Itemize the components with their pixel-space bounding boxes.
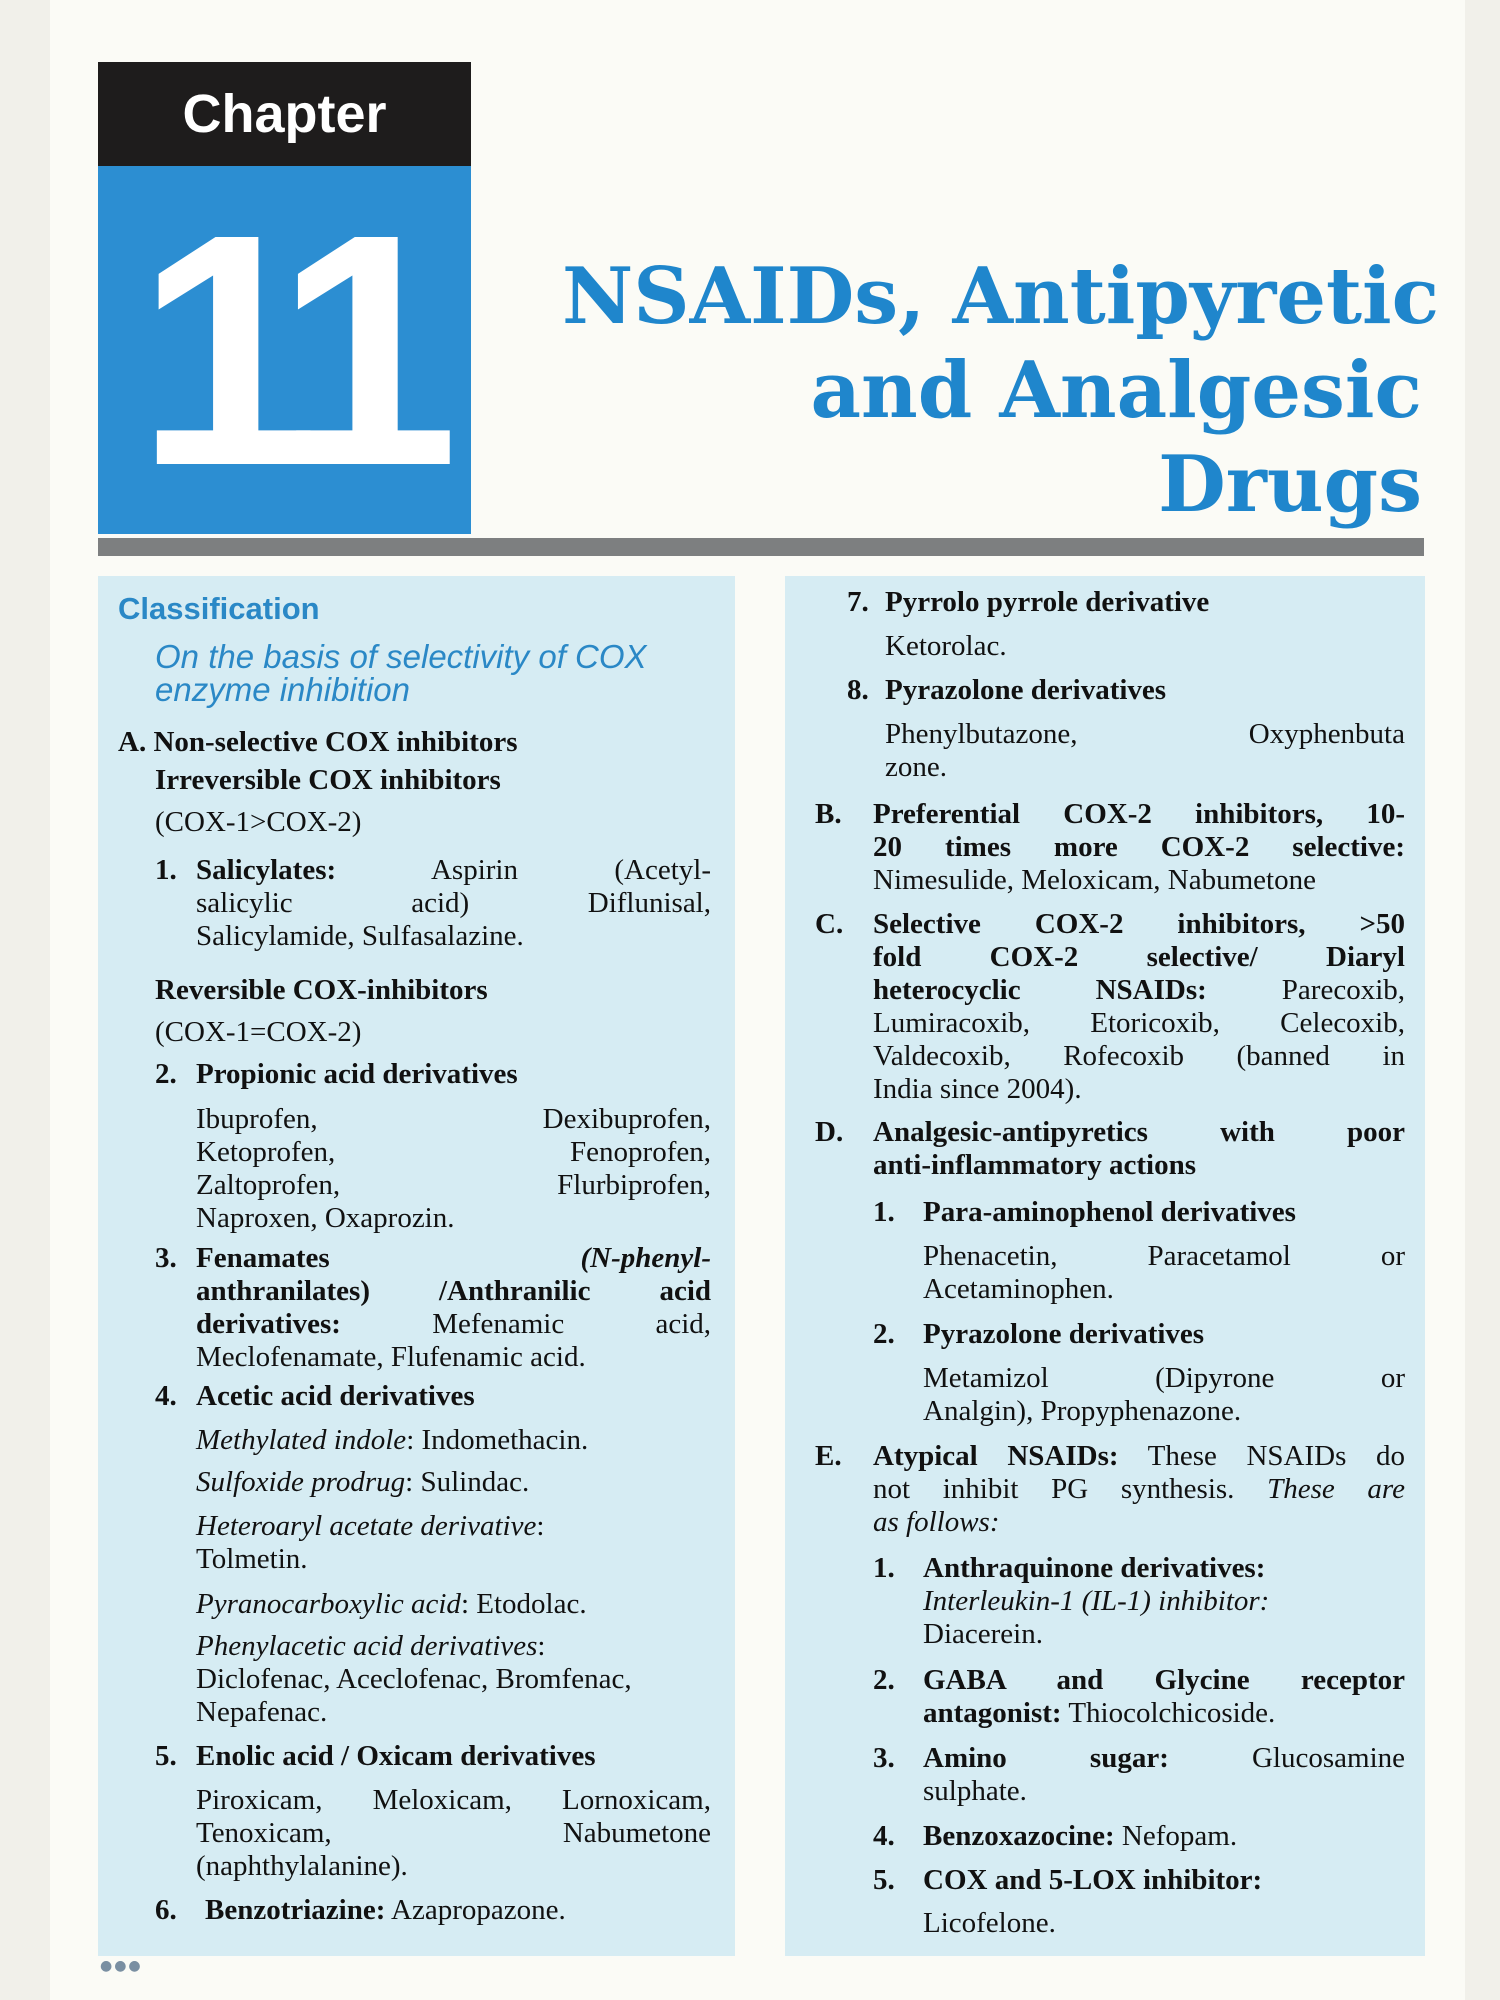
group-title: Atypical NSAIDs: [873, 1440, 1119, 1472]
group-title: fold COX-2 selective/ Diaryl [873, 941, 1405, 973]
item-text: Analgin), Propyphenazone. [923, 1395, 1242, 1427]
list-item-anthraquinone [923, 1552, 1405, 1651]
item-text: Licofelone. [923, 1907, 1056, 1939]
list-item-gaba [923, 1664, 1405, 1730]
item-text: Thiocolchicoside. [1068, 1697, 1276, 1729]
item-title: Benzoxazocine: [923, 1820, 1115, 1852]
item-text: Salicylamide, Sulfasalazine. [196, 920, 524, 952]
item-text: zone. [885, 751, 947, 783]
item-title: Anthraquinone derivatives: [923, 1552, 1266, 1584]
item-subtitle: Interleukin-1 (IL-1) inhibitor: [923, 1585, 1270, 1617]
group-a-heading [118, 726, 518, 759]
sub-item [196, 1466, 529, 1499]
item-text: Nefopam. [1121, 1820, 1238, 1852]
sub-item-text: : [537, 1630, 546, 1662]
sub-item [196, 1424, 588, 1457]
item-number: 7. [847, 586, 869, 618]
item-text: Glucosamine [1251, 1742, 1405, 1774]
group-title: anti-inflammatory actions [873, 1149, 1196, 1181]
item-title: Pyrazolone derivatives [885, 674, 1167, 706]
reversible-heading [155, 974, 488, 1007]
group-label: A. [118, 726, 147, 758]
item-title: Propionic acid derivatives [196, 1058, 518, 1090]
group-title: heterocyclic NSAIDs: [873, 974, 1207, 1006]
title-divider [98, 538, 1424, 556]
item-text: Piroxicam, Meloxicam, Lornoxicam, [196, 1784, 711, 1816]
group-title: 20 times more COX-2 selective: [873, 831, 1405, 863]
group-label: E. [815, 1440, 842, 1472]
group-label: D. [815, 1116, 844, 1148]
list-item-oxicam [196, 1740, 711, 1773]
sub-item-text: : [536, 1510, 545, 1542]
sub-item-label: Methylated indole [196, 1424, 407, 1456]
list-item-acetic [196, 1380, 711, 1413]
sub-item-text: Tolmetin. [196, 1543, 308, 1575]
right-column [785, 576, 1425, 1956]
item-text: salicylic acid) Diflunisal, [196, 887, 711, 919]
sub-item [196, 1588, 587, 1621]
list-item-propionic [196, 1058, 711, 1091]
subheading-line: enzyme inhibition [155, 671, 410, 708]
list-item-benzotriazine [205, 1894, 566, 1927]
sub-item-text: : Indomethacin. [406, 1424, 589, 1456]
sub-item-text: Diclofenac, Aceclofenac, Bromfenac, [196, 1663, 632, 1695]
subheading [155, 640, 725, 706]
sub-item-label: Heteroaryl acetate derivative [196, 1510, 537, 1542]
chapter-title-line: and Analgesic [810, 345, 1422, 436]
subheading-line: On the basis of selectivity of COX [155, 638, 647, 675]
list-item-para-aminophenol-drugs [923, 1240, 1405, 1306]
item-text: Tenoxicam, Nabumetone [196, 1817, 711, 1849]
group-text: as follows: [873, 1506, 1000, 1538]
footer-mark: ●●● [100, 1958, 143, 1974]
list-item-pyrazolone-drugs [885, 718, 1405, 784]
item-number: 8. [847, 674, 869, 706]
chapter-title [562, 250, 1440, 532]
item-text: Zaltoprofen, Flurbiprofen, [196, 1169, 711, 1201]
sub-item-label: Phenylacetic acid derivatives [196, 1630, 538, 1662]
item-title: Fenamates [196, 1242, 330, 1274]
chapter-title-line: Drugs [1158, 439, 1422, 530]
list-item-para-aminophenol [923, 1196, 1405, 1229]
item-text: Aspirin (Acetyl- [430, 854, 711, 886]
item-number: 3. [155, 1242, 177, 1274]
group-d [873, 1116, 1405, 1182]
list-item-propionic-drugs [196, 1103, 711, 1235]
irreversible-label: Irreversible COX inhibitors [155, 764, 501, 796]
left-column [98, 576, 735, 1956]
item-number: 2. [873, 1318, 895, 1350]
irreversible-ratio: (COX-1>COX-2) [155, 806, 362, 838]
item-title: Salicylates: [196, 854, 337, 886]
item-number: 1. [873, 1552, 895, 1584]
item-title: Amino sugar: [923, 1742, 1169, 1774]
group-text: Nimesulide, Meloxicam, Nabumetone [873, 864, 1316, 896]
item-text: (naphthylalanine). [196, 1850, 408, 1882]
reversible-label: Reversible COX-inhibitors [155, 974, 488, 1006]
section-heading: Classification [118, 591, 320, 626]
list-item-salicylates [196, 854, 711, 953]
group-title: Preferential COX-2 inhibitors, 10- [873, 798, 1405, 830]
list-item-pyrazolone-2 [923, 1318, 1405, 1351]
item-title: (N-phenyl- [580, 1242, 711, 1274]
group-text: not inhibit PG synthesis. [873, 1473, 1235, 1505]
list-item-amino-sugar [923, 1742, 1405, 1808]
item-title: anthranilates) /Anthranilic acid [196, 1275, 711, 1307]
list-item-fenamates [196, 1242, 711, 1374]
sub-item-label: Pyranocarboxylic acid [196, 1588, 461, 1620]
sub-item-text: : Sulindac. [405, 1466, 530, 1498]
group-label: C. [815, 908, 844, 940]
item-title: Enolic acid / Oxicam derivatives [196, 1740, 596, 1772]
sub-item [196, 1510, 711, 1576]
group-c [873, 908, 1405, 1106]
item-title: Para-aminophenol derivatives [923, 1196, 1296, 1228]
item-text: sulphate. [923, 1775, 1027, 1807]
group-title: Selective COX-2 inhibitors, >50 [873, 908, 1405, 940]
item-title: Acetic acid derivatives [196, 1380, 475, 1412]
item-title: derivatives: [196, 1308, 341, 1340]
group-e [873, 1440, 1405, 1539]
item-title: Pyrrolo pyrrole derivative [885, 586, 1210, 618]
group-text: India since 2004). [873, 1073, 1082, 1105]
item-number: 1. [873, 1196, 895, 1228]
item-title: COX and 5-LOX inhibitor: [923, 1864, 1263, 1896]
item-number: 2. [155, 1058, 177, 1090]
item-number: 5. [155, 1740, 177, 1772]
sub-item-text: Nepafenac. [196, 1696, 328, 1728]
item-text: Phenylbutazone, Oxyphenbuta [885, 718, 1405, 750]
item-title: Pyrazolone derivatives [923, 1318, 1205, 1350]
chapter-number-block [98, 166, 471, 534]
item-title: GABA and Glycine receptor [923, 1664, 1405, 1696]
item-text: Naproxen, Oxaprozin. [196, 1202, 455, 1234]
list-item-pyrazolone-2-drugs [923, 1362, 1405, 1428]
item-text: Metamizol (Dipyrone or [923, 1362, 1405, 1394]
list-item-pyrrolo [885, 586, 1405, 619]
group-text: These are [1267, 1473, 1406, 1505]
item-text: Diacerein. [923, 1618, 1043, 1650]
item-text: Acetaminophen. [923, 1273, 1114, 1305]
item-title: antagonist: [923, 1697, 1062, 1729]
item-text: Mefenamic acid, [432, 1308, 711, 1340]
group-text: Parecoxib, [1281, 974, 1406, 1006]
chapter-number: 11 [136, 166, 433, 534]
item-number: 1. [155, 854, 177, 886]
chapter-label: Chapter [98, 62, 471, 166]
list-item-cox-lox [923, 1864, 1405, 1940]
list-item-oxicam-drugs [196, 1784, 711, 1883]
group-title: Analgesic-antipyretics with poor [873, 1116, 1405, 1148]
item-number: 2. [873, 1664, 895, 1696]
item-text: Phenacetin, Paracetamol or [923, 1240, 1405, 1272]
item-number: 3. [873, 1742, 895, 1774]
group-text: Valdecoxib, Rofecoxib (banned in [873, 1040, 1405, 1072]
list-item-pyrazolone [885, 674, 1405, 707]
sub-item [196, 1630, 711, 1729]
group-b [873, 798, 1405, 897]
sub-item-text: : Etodolac. [460, 1588, 587, 1620]
chapter-title-line: NSAIDs, Antipyretic [562, 251, 1440, 342]
group-title: Non-selective COX inhibitors [153, 726, 518, 758]
reversible-ratio: (COX-1=COX-2) [155, 1016, 362, 1048]
group-text: These NSAIDs do [1147, 1440, 1405, 1472]
item-number: 4. [155, 1380, 177, 1412]
item-text: Azapropazone. [391, 1894, 566, 1926]
item-number: 5. [873, 1864, 895, 1896]
item-number: 6. [155, 1894, 177, 1926]
item-text: Ketoprofen, Fenoprofen, [196, 1136, 711, 1168]
item-text: Ibuprofen, Dexibuprofen, [196, 1103, 711, 1135]
item-text: Ketorolac. [885, 630, 1007, 662]
group-text: Lumiracoxib, Etoricoxib, Celecoxib, [873, 1007, 1405, 1039]
item-number: 4. [873, 1820, 895, 1852]
list-item-benzoxazocine [923, 1820, 1237, 1853]
irreversible-heading [155, 764, 501, 797]
sub-item-label: Sulfoxide prodrug [196, 1466, 406, 1498]
group-label: B. [815, 798, 842, 830]
item-title: Benzotriazine: [205, 1894, 386, 1926]
item-text: Meclofenamate, Flufenamic acid. [196, 1341, 586, 1373]
